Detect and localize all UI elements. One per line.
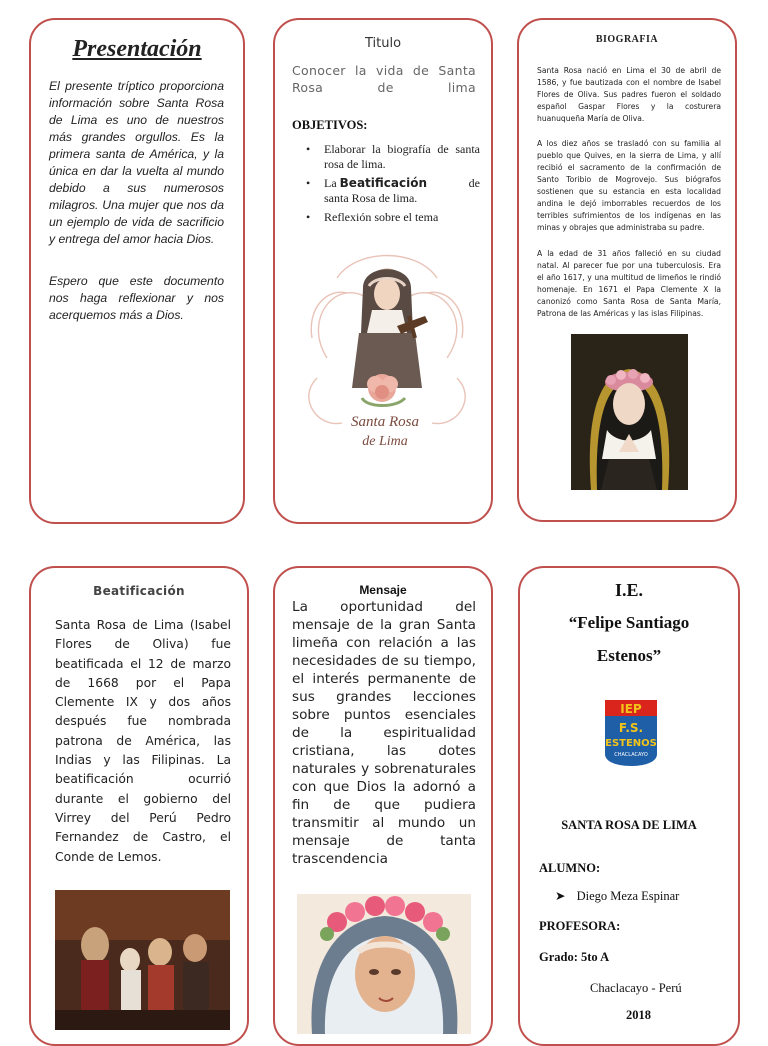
bullet-icon: • [306, 210, 311, 224]
objetivo-item [306, 176, 480, 206]
biografia-paragraph-3: A la edad de 31 años falleció en su ciudad natal. Al parecer fue por una tuberculosis. Era el año 1617, y una multitud de limeños le rindió homenaje. En 1671 el Papa Clemente X la canonizó como Santa Rosa de Santa María, Patrona de las Américas y las islas Filipinas. [537, 249, 721, 318]
biografia-paragraph-2: A los diez años se trasladó con su familia al pueblo que Quives, en la sierra de Lima, y allí recibió el sacramento de la confirmación de Santo Toribio de Mogrovejo. Sus biógrafos sostienen que su estancia en esta localidad andina le dejó imborrables recuerdos de los terribles sufrimientos de los indígenas en las minas y obrajes que administraba su padre. [537, 139, 721, 232]
logo-fs-text: F.S. [618, 721, 644, 735]
beatificacion-text: Santa Rosa de Lima (Isabel Flores de Oliva) fue beatificada el 12 de marzo de 1668 por el Papa Clemente IX y dos años después fue nombrada patrona de América, las Indias y las Filipinas. La beatificación ocurrió durante el gobierno del Virrey del Perú Pedro Fernandez de Castro, el Conde de Lemos. [55, 618, 231, 864]
bullet-icon: • [306, 176, 311, 190]
illustration-caption-2: de Lima [362, 434, 408, 449]
beatificacion-title: Beatificación [93, 584, 185, 598]
beatification-painting [55, 890, 230, 1030]
school-name-line-1: “Felipe Santiago [568, 613, 690, 632]
illustration-caption-1: Santa Rosa [351, 414, 419, 430]
objetivos-label: OBJETIVOS: [292, 118, 368, 132]
objetivo-text: Reflexión sobre el tema [324, 210, 439, 224]
mensaje-panel [273, 566, 493, 1046]
grado-label: Grado: 5to A [539, 950, 610, 964]
year-text: 2018 [626, 1008, 651, 1022]
location-text: Chaclacayo - Perú [590, 981, 682, 995]
school-name-line-2: Estenos” [596, 646, 662, 665]
topic-title: SANTA ROSA DE LIMA [561, 818, 697, 832]
presentacion-panel [29, 18, 245, 524]
objetivo-text-prefix: La [324, 176, 337, 190]
mensaje-title: Mensaje [359, 583, 407, 597]
objetivo-text: Elaborar la biografía de santa rosa de lima. [324, 142, 480, 171]
profesora-label: PROFESORA: [539, 919, 621, 933]
presentacion-paragraph-2: Espero que este documento nos haga reflexionar y nos acerquemos más a Dios. [49, 274, 224, 322]
presentacion-title: Presentación [72, 36, 202, 62]
alumno-name: Diego Meza Espinar [576, 889, 680, 903]
mensaje-text: La oportunidad del mensaje de la gran Santa limeña con relación a las necesidades de su tiempo, el interés permanente de sus grandes lecciones sobre puntos esenciales de la espiritualidad cristiana, las dotes naturales y sobrenaturales con que Dios la adornó a fin de que pudiera transmitir al mundo un mensaje de tanta trascendencia [292, 599, 476, 867]
titulo-panel [273, 18, 493, 524]
arrow-bullet-icon: ➤ [555, 889, 566, 903]
titulo-subtitle: Conocer la vida de Santa Rosa de lima [292, 63, 476, 95]
school-logo [605, 700, 657, 766]
objetivo-item [306, 142, 480, 172]
presentacion-paragraph-1: El presente tríptico proporciona información sobre Santa Rosa de Lima es uno de nuestros más grandes orgullos. Es la primera santa de América, y la única en dar la vuelta al mundo debido a sus numerosos milagros. Una mujer que nos da un ejemplo de vida de sacrificio y entrega del amor hacia Dios. [49, 79, 224, 246]
bullet-icon: • [306, 142, 311, 156]
logo-estenos-text: ESTENOS [605, 738, 657, 749]
alumno-entry [555, 888, 679, 904]
santa-rosa-face-image [297, 894, 471, 1034]
titulo-heading: Titulo [364, 36, 402, 51]
biografia-panel [517, 18, 737, 522]
objetivo-text-suffix: santa Rosa de lima. [324, 191, 418, 205]
objetivo-text-de: de [468, 176, 480, 190]
alumno-label: ALUMNO: [539, 861, 601, 875]
logo-iep-text: IEP [620, 702, 642, 716]
santa-rosa-portrait [571, 334, 688, 490]
beatificacion-panel [29, 566, 249, 1046]
ie-label: I.E. [614, 580, 643, 600]
objetivos-list [306, 142, 480, 229]
objetivo-bold-word: Beatificación [339, 176, 428, 190]
biografia-title: BIOGRAFIA [595, 34, 659, 45]
logo-place-text: CHACLACAYO [614, 752, 648, 758]
santa-rosa-illustration [297, 238, 477, 458]
biografia-paragraph-1: Santa Rosa nació en Lima el 30 de abril de 1586, y fue bautizada con el nombre de Isabel Flores de Oliva. Sus padres fueron el soldado español Gaspar Flores y la costurera huanuqueña María de Oliva. [537, 66, 721, 123]
portada-panel [518, 566, 740, 1046]
objetivo-item [306, 210, 480, 225]
